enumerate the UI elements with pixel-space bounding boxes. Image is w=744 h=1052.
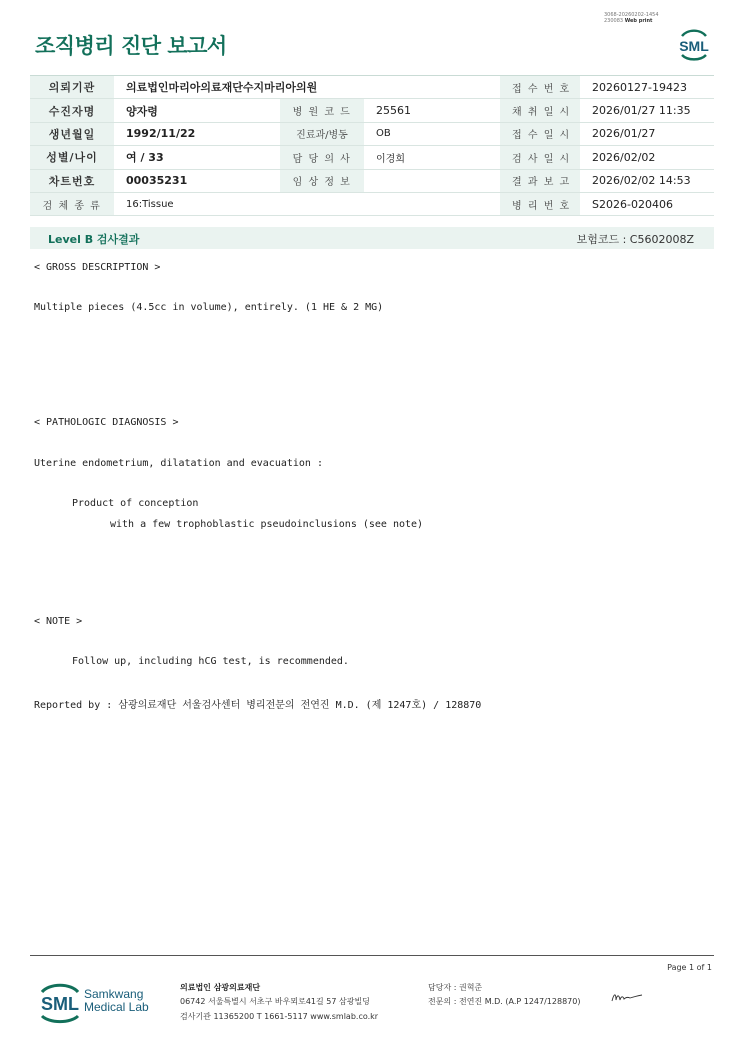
diagnosis-line-3: with a few trophoblastic pseudoinclusions (see note) xyxy=(110,519,424,530)
label-chart-number: 차트번호 xyxy=(30,169,114,192)
table-row xyxy=(30,169,714,192)
table-row xyxy=(30,192,714,215)
label-clinical-info: 임 상 정 보 xyxy=(280,169,364,192)
sml-logo-text: SML xyxy=(679,38,709,54)
label-result-report: 결 과 보 고 xyxy=(500,169,580,192)
footer-organization: 의료법인 삼광의료재단 xyxy=(180,983,261,992)
value-collection-datetime: 2026/01/27 11:35 xyxy=(580,99,714,122)
gross-description-heading: < GROSS DESCRIPTION > xyxy=(34,262,161,273)
reported-by: Reported by : 삼광의료재단 서울검사센터 병리전문의 전연진 M.D. (제 1247호) / 128870 xyxy=(34,700,482,711)
label-sex-age: 성별/나이 xyxy=(30,146,114,169)
label-birth-date: 생년월일 xyxy=(30,122,114,145)
brand-line-1: Samkwang xyxy=(84,987,144,1001)
value-requesting-institution: 의료법인마리아의료재단수지마리아의원 xyxy=(114,76,500,99)
value-birth-date: 1992/11/22 xyxy=(114,122,280,145)
value-physician: 이경희 xyxy=(364,146,500,169)
label-hospital-code: 병 원 코 드 xyxy=(280,99,364,122)
value-specimen-type: 16:Tissue xyxy=(114,192,500,215)
note-text: Follow up, including hCG test, is recommended. xyxy=(72,656,349,667)
label-receipt-number: 접 수 번 호 xyxy=(500,76,580,99)
value-pathology-number: S2026-020406 xyxy=(580,192,714,215)
value-receipt-number: 20260127-19423 xyxy=(580,76,714,99)
label-test-date: 검 사 일 시 xyxy=(500,146,580,169)
value-test-date: 2026/02/02 xyxy=(580,146,714,169)
sml-logo-icon xyxy=(674,27,714,63)
value-sex-age: 여 / 33 xyxy=(114,146,280,169)
label-receipt-date: 접 수 일 시 xyxy=(500,122,580,145)
footer-contact: 검사기관 11365200 T 1661-5117 www.smlab.co.kr xyxy=(180,1012,379,1021)
diagnosis-line-1: Uterine endometrium, dilatation and evacuation : xyxy=(34,458,323,469)
table-row xyxy=(30,76,714,99)
level-label: Level B 검사결과 xyxy=(48,233,140,246)
table-row xyxy=(30,122,714,145)
label-collection-datetime: 채 취 일 시 xyxy=(500,99,580,122)
value-chart-number: 00035231 xyxy=(114,169,280,192)
table-row xyxy=(30,99,714,122)
value-hospital-code: 25561 xyxy=(364,99,500,122)
document-id-line1: 3068-20260202-1454 xyxy=(604,12,659,18)
value-department: OB xyxy=(364,122,500,145)
label-specimen-type: 검 체 종 류 xyxy=(30,192,114,215)
gross-description-text: Multiple pieces (4.5cc in volume), entirely. (1 HE & 2 MG) xyxy=(34,302,384,313)
table-row xyxy=(30,146,714,169)
value-clinical-info xyxy=(364,169,500,192)
brand-name xyxy=(84,988,149,1014)
document-id-line2: 230083 Web print xyxy=(604,18,653,24)
value-receipt-date: 2026/01/27 xyxy=(580,122,714,145)
value-result-report: 2026/02/02 14:53 xyxy=(580,169,714,192)
insurance-code: 보험코드 : C5602008Z xyxy=(576,233,694,246)
report-title: 조직병리 진단 보고서 xyxy=(35,34,227,58)
patient-info-table xyxy=(30,75,714,216)
brand-line-2: Medical Lab xyxy=(84,1000,149,1014)
note-heading: < NOTE > xyxy=(34,616,83,627)
footer-person-in-charge: 담당자 : 권혁준 xyxy=(428,983,483,992)
label-requesting-institution: 의뢰기관 xyxy=(30,76,114,99)
label-patient-name: 수진자명 xyxy=(30,99,114,122)
label-pathology-number: 병 리 번 호 xyxy=(500,192,580,215)
label-department: 진료과/병동 xyxy=(280,122,364,145)
level-result-bar xyxy=(30,227,714,249)
diagnosis-line-2: Product of conception xyxy=(72,498,199,509)
label-physician: 담 당 의 사 xyxy=(280,146,364,169)
signature-icon xyxy=(610,991,644,1005)
footer-divider xyxy=(30,955,714,956)
page-number: Page 1 of 1 xyxy=(667,963,712,972)
samkwang-logo-text: SML xyxy=(41,994,79,1014)
document-id xyxy=(604,12,659,24)
value-patient-name: 양자령 xyxy=(114,99,280,122)
pathologic-diagnosis-heading: < PATHOLOGIC DIAGNOSIS > xyxy=(34,417,179,428)
footer-specialist: 전문의 : 전연진 M.D. (A.P 1247/128870) xyxy=(428,997,581,1006)
footer-address: 06742 서울특별시 서초구 바우뫼로41길 57 삼광빌딩 xyxy=(180,997,370,1006)
